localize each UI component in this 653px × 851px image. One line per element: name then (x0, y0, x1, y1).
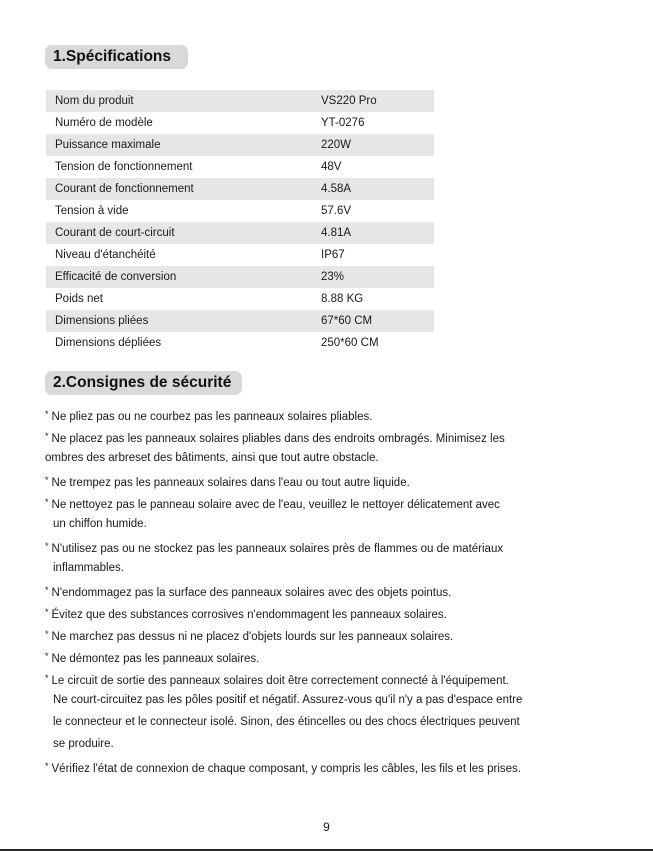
safety-line (45, 491, 605, 513)
safety-text: Ne trempez pas les panneaux solaires dans l'eau ou tout autre liquide. (51, 477, 410, 489)
spec-label: Dimensions dépliées (55, 337, 162, 349)
safety-instructions-heading: 2.Consignes de sécurité (45, 371, 242, 395)
spec-row (46, 332, 434, 354)
spec-row (46, 90, 434, 112)
spec-label: Tension de fonctionnement (55, 161, 193, 173)
safety-line (45, 557, 605, 579)
spec-value: VS220 Pro (309, 90, 434, 112)
page-number: 9 (323, 820, 330, 834)
safety-text: Ne pliez pas ou ne courbez pas les panneaux solaires pliables. (51, 411, 373, 423)
spec-row (46, 266, 434, 288)
spec-row (46, 310, 434, 332)
spec-row (46, 222, 434, 244)
spec-value: 220W (309, 134, 434, 156)
spec-label: Courant de fonctionnement (46, 178, 309, 200)
bullet-marker: * (45, 585, 49, 595)
specifications-table (46, 90, 434, 354)
safety-text: Ne marchez pas dessus ni ne placez d'objets lourds sur les panneaux solaires. (51, 631, 454, 643)
safety-text: se produire. (53, 738, 114, 750)
safety-line (45, 711, 605, 733)
spec-label: Dimensions pliées (46, 310, 309, 332)
specifications-heading: 1.Spécifications (45, 45, 188, 69)
spec-value: 48V (321, 161, 342, 173)
safety-text: un chiffon humide. (53, 518, 147, 530)
safety-text: ombres des arbreset des bâtiments, ainsi que tout autre obstacle. (45, 452, 379, 464)
spec-value: 8.88 KG (321, 293, 364, 305)
spec-row (46, 156, 434, 178)
spec-value: IP67 (321, 249, 345, 261)
safety-line (45, 535, 605, 557)
bullet-marker: * (45, 475, 49, 485)
safety-text: Le circuit de sortie des panneaux solaires doit être correctement connecté à l'équipement. (51, 675, 509, 687)
spec-value: 23% (309, 266, 434, 288)
safety-instructions-list (45, 403, 605, 777)
safety-line (45, 733, 605, 755)
safety-text: N'endommagez pas la surface des panneaux solaires avec des objets pointus. (51, 587, 452, 599)
safety-text: Évitez que des substances corrosives n'endommagent les panneaux solaires. (51, 609, 447, 621)
safety-line (45, 645, 605, 667)
spec-row (46, 288, 434, 310)
bullet-marker: * (45, 409, 49, 419)
safety-line (45, 469, 605, 491)
spec-value: 4.81A (309, 222, 434, 244)
safety-text: Ne placez pas les panneaux solaires pliables dans des endroits ombragés. Minimisez les (51, 433, 505, 445)
spec-label: Tension à vide (55, 205, 129, 217)
bullet-marker: * (45, 651, 49, 661)
spec-row (46, 134, 434, 156)
safety-text: Ne court-circuitez pas les pôles positif et négatif. Assurez-vous qu'il n'y a pas d'espace entre (53, 694, 523, 706)
bullet-marker: * (45, 431, 49, 441)
safety-line (45, 601, 605, 623)
spec-label: Poids net (55, 293, 103, 305)
spec-value: 67*60 CM (309, 310, 434, 332)
spec-label: Nom du produit (46, 90, 309, 112)
spec-row (46, 200, 434, 222)
safety-text: Ne nettoyez pas le panneau solaire avec de l'eau, veuillez le nettoyer délicatement avec (51, 499, 500, 511)
spec-row (46, 112, 434, 134)
safety-text: Ne démontez pas les panneaux solaires. (51, 653, 260, 665)
bullet-marker: * (45, 673, 49, 683)
safety-line (45, 579, 605, 601)
safety-line (45, 403, 605, 425)
spec-row (46, 244, 434, 266)
safety-text: le connecteur et le connecteur isolé. Sinon, des étincelles ou des chocs électriques peuvent (53, 716, 520, 728)
safety-line (45, 623, 605, 645)
spec-label: Courant de court-circuit (46, 222, 309, 244)
spec-label: Efficacité de conversion (46, 266, 309, 288)
spec-label: Puissance maximale (46, 134, 309, 156)
safety-text: Vérifiez l'état de connexion de chaque composant, y compris les câbles, les fils et les prises. (51, 763, 521, 775)
bullet-marker: * (45, 541, 49, 551)
safety-text: inflammables. (53, 562, 124, 574)
spec-row (46, 178, 434, 200)
bullet-marker: * (45, 629, 49, 639)
safety-line (45, 689, 605, 711)
safety-line (45, 755, 605, 777)
safety-line (45, 447, 605, 469)
spec-label: Niveau d'étanchéité (55, 249, 156, 261)
safety-text: N'utilisez pas ou ne stockez pas les panneaux solaires près de flammes ou de matériaux (51, 543, 504, 555)
bullet-marker: * (45, 607, 49, 617)
spec-value: YT-0276 (321, 117, 365, 129)
spec-value: 4.58A (309, 178, 434, 200)
spec-label: Numéro de modèle (55, 117, 153, 129)
safety-line (45, 425, 605, 447)
spec-value: 250*60 CM (321, 337, 379, 349)
safety-line (45, 513, 605, 535)
bullet-marker: * (45, 761, 49, 771)
safety-line (45, 667, 605, 689)
spec-value: 57.6V (321, 205, 352, 217)
bullet-marker: * (45, 497, 49, 507)
